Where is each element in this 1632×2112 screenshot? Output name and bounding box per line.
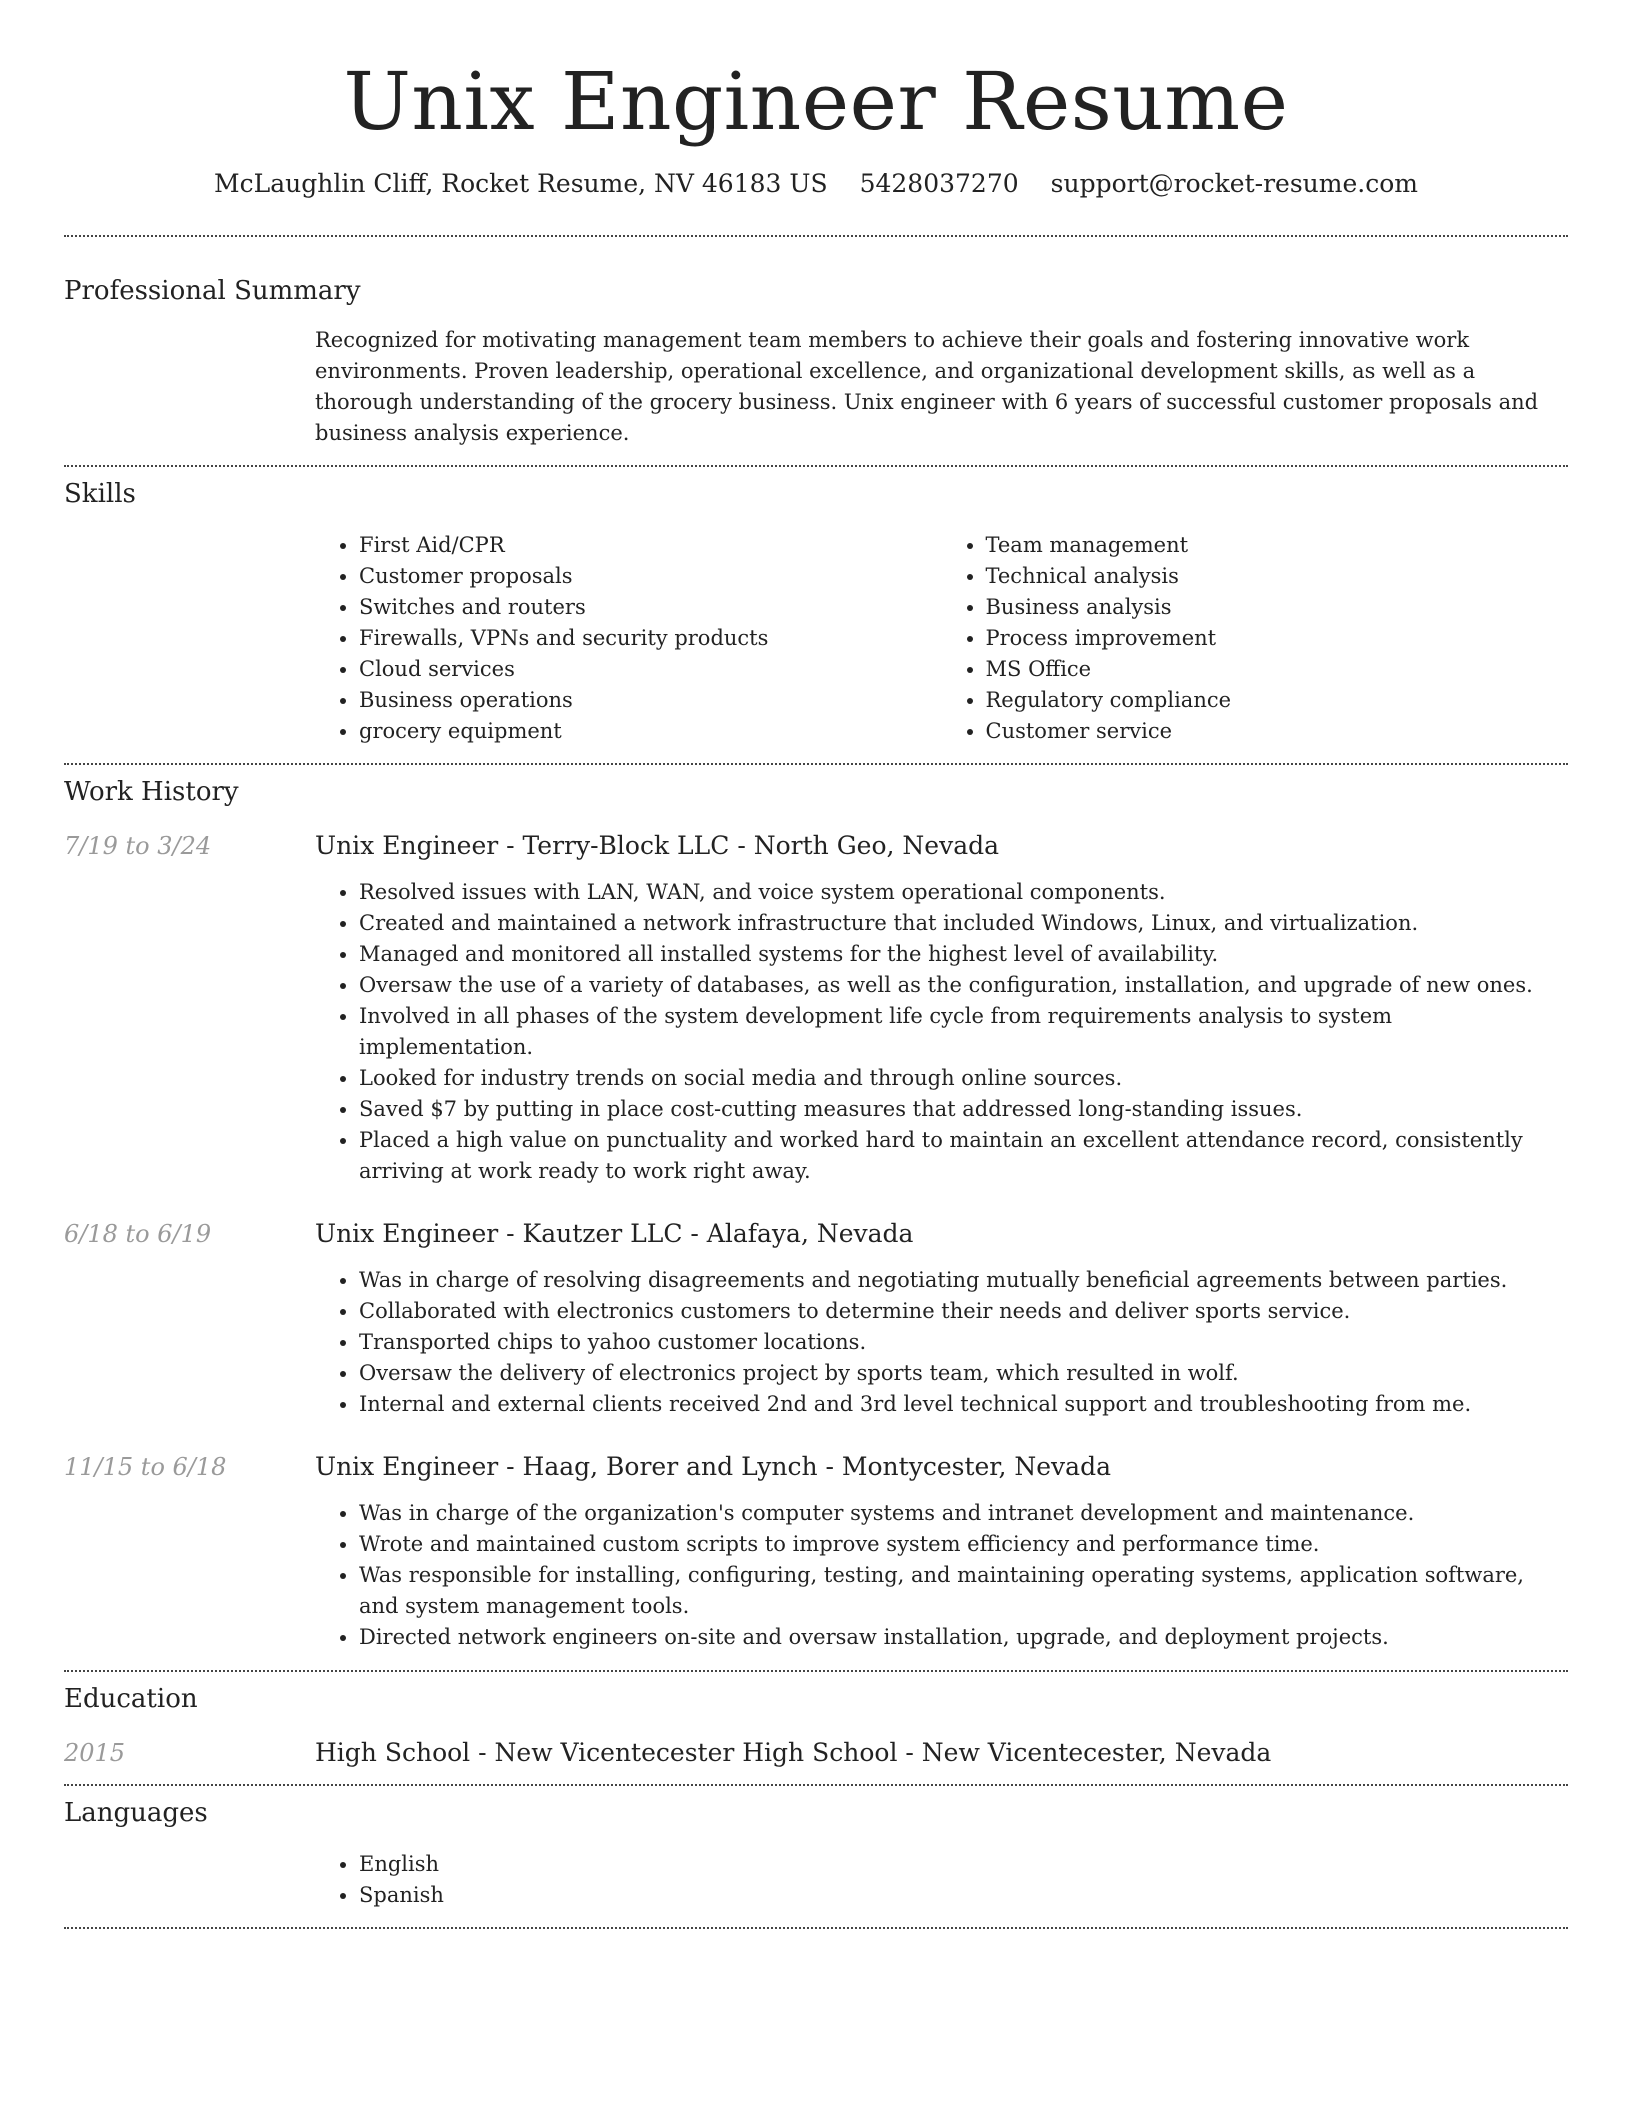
language-item: • Spanish — [359, 1880, 1568, 1911]
job-bullet: • Involved in all phases of the system development life cycle from requirements analysis to system implementation. — [359, 1001, 1568, 1063]
skill-item: • Process improvement — [986, 623, 1569, 654]
skill-item: • Team management — [986, 530, 1569, 561]
job-bullet-list — [315, 877, 1568, 1187]
job-bullet: • Created and maintained a network infrastructure that included Windows, Linux, and virtualization. — [359, 908, 1568, 939]
job-bullet: • Directed network engineers on-site and oversaw installation, upgrade, and deployment projects. — [359, 1622, 1568, 1653]
skill-item: • Business operations — [359, 685, 942, 716]
job-header — [64, 1450, 1568, 1484]
job-dates: 7/19 to 3/24 — [64, 832, 212, 860]
job-bullet: • Collaborated with electronics customers to determine their needs and deliver sports service. — [359, 1296, 1568, 1327]
job-bullet: • Was in charge of the organization's computer systems and intranet development and maintenance. — [359, 1498, 1568, 1529]
job-bullet: • Was in charge of resolving disagreements and negotiating mutually beneficial agreements between parties. — [359, 1265, 1568, 1296]
summary-section — [64, 237, 1568, 449]
language-item: • English — [359, 1849, 1568, 1880]
job-bullet: • Was responsible for installing, configuring, testing, and maintaining operating systems, application software, and system management tools. — [359, 1560, 1568, 1622]
job-duties — [315, 1498, 1568, 1653]
skill-item: • Business analysis — [986, 592, 1569, 623]
summary-text: Recognized for motivating management team members to achieve their goals and fostering innovative work environments. Proven leadership, operational excellence, and organizational development skills, as well as a thorough understanding of the grocery business. Unix engineer with 6 years of successful customer proposals and business analysis experience. — [315, 328, 1539, 445]
job-bullet: • Oversaw the delivery of electronics project by sports team, which resulted in wolf. — [359, 1358, 1568, 1389]
skill-item: • Cloud services — [359, 654, 942, 685]
summary-body — [315, 325, 1568, 449]
summary-heading: Professional Summary — [64, 276, 361, 306]
job-title: Unix Engineer - Haag, Borer and Lynch - Montycester, Nevada — [315, 1452, 1111, 1481]
job-header — [64, 1217, 1568, 1251]
job-bullet: • Looked for industry trends on social media and through online sources. — [359, 1063, 1568, 1094]
job-dates: 6/18 to 6/19 — [64, 1220, 212, 1248]
skill-item: • Customer service — [986, 716, 1569, 747]
education-section — [64, 1672, 1568, 1770]
job-dates: 11/15 to 6/18 — [64, 1453, 227, 1481]
job-bullet: • Managed and monitored all installed systems for the highest level of availability. — [359, 939, 1568, 970]
skill-item: • Firewalls, VPNs and security products — [359, 623, 942, 654]
skill-item: • Technical analysis — [986, 561, 1569, 592]
education-entry — [64, 1736, 1568, 1770]
job-bullet-list — [315, 1265, 1568, 1420]
work-section — [64, 765, 1568, 1653]
job-duties — [315, 877, 1568, 1187]
job-bullet: • Oversaw the use of a variety of databases, as well as the configuration, installation, and upgrade of new ones. — [359, 970, 1568, 1001]
education-heading: Education — [64, 1684, 198, 1714]
job-bullet: • Wrote and maintained custom scripts to improve system efficiency and performance time. — [359, 1529, 1568, 1560]
skill-item: • MS Office — [986, 654, 1569, 685]
skills-list-right — [942, 530, 1569, 747]
job-entry — [64, 829, 1568, 1187]
skill-item: • Customer proposals — [359, 561, 942, 592]
skills-section — [64, 467, 1568, 747]
job-header — [64, 829, 1568, 863]
job-entry — [64, 1450, 1568, 1653]
languages-section — [64, 1786, 1568, 1911]
contact-email: support@rocket-resume.com — [1050, 169, 1418, 198]
job-entry — [64, 1217, 1568, 1420]
education-year: 2015 — [64, 1739, 126, 1767]
contact-line — [64, 166, 1568, 202]
skill-item: • First Aid/CPR — [359, 530, 942, 561]
job-title: Unix Engineer - Terry-Block LLC - North Geo, Nevada — [315, 831, 1000, 860]
job-bullet: • Transported chips to yahoo customer locations. — [359, 1327, 1568, 1358]
education-school: - New Vicentecester High School - New Vicentecester, Nevada — [470, 1738, 1272, 1767]
work-heading: Work History — [64, 777, 239, 807]
page-title: Unix Engineer Resume — [343, 55, 1289, 148]
job-title: Unix Engineer - Kautzer LLC - Alafaya, Nevada — [315, 1219, 914, 1248]
job-bullet: • Internal and external clients received 2nd and 3rd level technical support and troubleshooting from me. — [359, 1389, 1568, 1420]
skill-item: • grocery equipment — [359, 716, 942, 747]
contact-address: McLaughlin Cliff, Rocket Resume, NV 46183 US — [214, 169, 828, 198]
languages-body — [315, 1849, 1568, 1911]
education-detail — [315, 1736, 1271, 1770]
section-divider — [64, 1927, 1568, 1929]
education-degree: High School — [315, 1738, 471, 1767]
skill-item: • Regulatory compliance — [986, 685, 1569, 716]
contact-phone: 5428037270 — [859, 169, 1019, 198]
skills-grid — [315, 530, 1568, 747]
skills-heading: Skills — [64, 479, 136, 509]
job-bullet-list — [315, 1498, 1568, 1653]
skills-list-left — [315, 530, 942, 747]
languages-list — [315, 1849, 1568, 1911]
skill-item: • Switches and routers — [359, 592, 942, 623]
job-bullet: • Placed a high value on punctuality and worked hard to maintain an excellent attendance record, consistently arriving at work ready to work right away. — [359, 1125, 1568, 1187]
job-duties — [315, 1265, 1568, 1420]
languages-heading: Languages — [64, 1798, 208, 1828]
job-bullet: • Saved $7 by putting in place cost-cutting measures that addressed long-standing issues. — [359, 1094, 1568, 1125]
job-bullet: • Resolved issues with LAN, WAN, and voice system operational components. — [359, 877, 1568, 908]
